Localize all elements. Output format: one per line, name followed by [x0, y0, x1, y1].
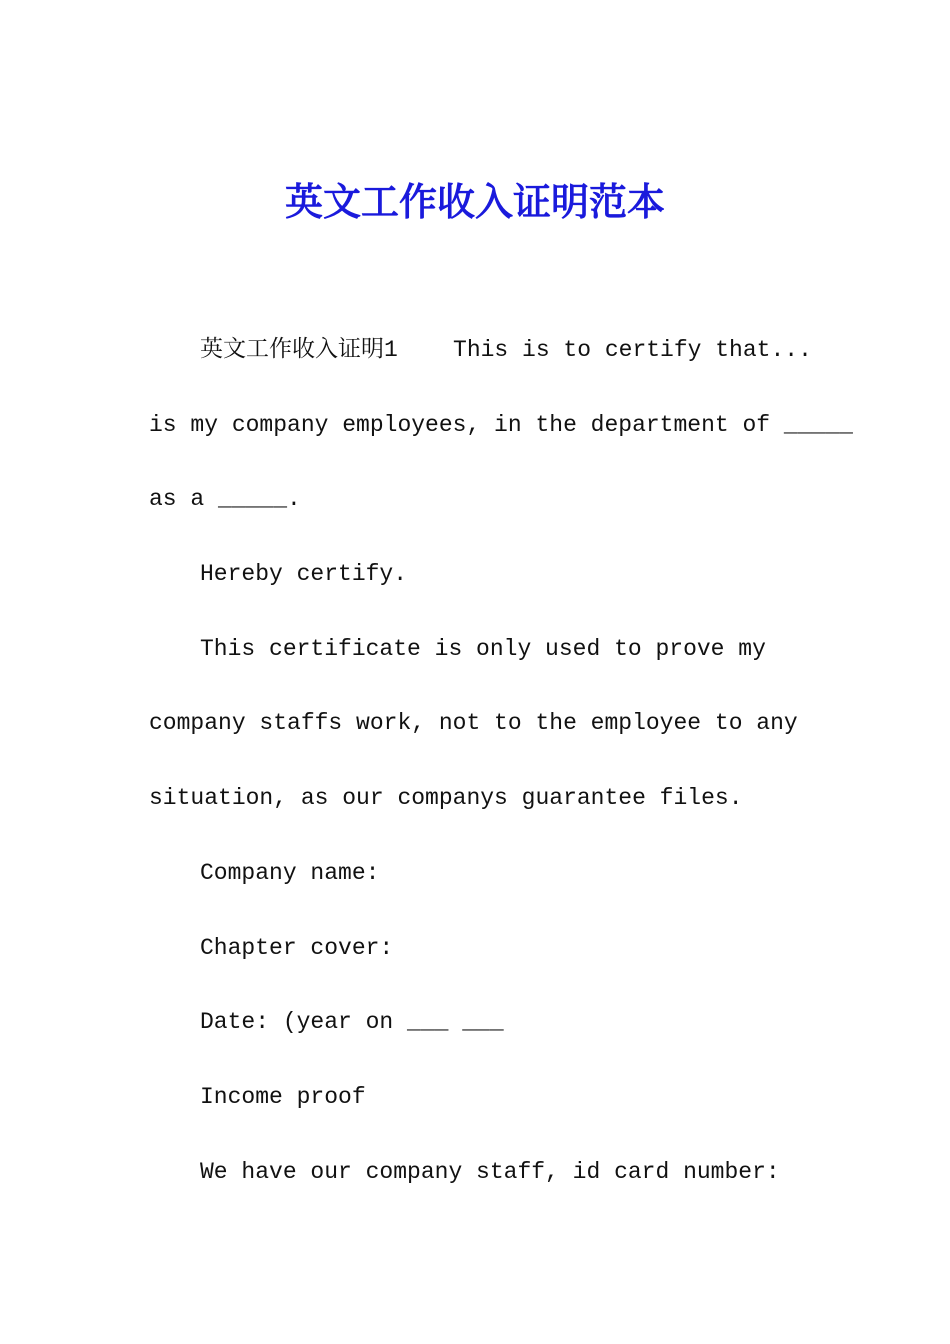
paragraph-line: 英文工作收入证明1 This is to certify that... [200, 337, 812, 363]
paragraph-line: Company name: [200, 859, 380, 886]
paragraph-line: Date: (year on ___ ___ [200, 1009, 504, 1036]
paragraph-line: is my company employees, in the department of _____ [149, 411, 853, 438]
paragraph-line: company staffs work, not to the employee to any [149, 710, 798, 737]
paragraph-line: Income proof [200, 1083, 366, 1110]
document-title: 英文工作收入证明范本 [284, 179, 665, 224]
paragraph-line: We have our company staff, id card number: [200, 1158, 780, 1185]
paragraph-line: Hereby certify. [200, 561, 408, 588]
document-body [149, 313, 853, 1209]
paragraph-line: situation, as our companys guarantee files. [149, 785, 743, 812]
paragraph-line: Chapter cover: [200, 934, 394, 961]
paragraph-line: This certificate is only used to prove my [200, 635, 766, 662]
paragraph-line: as a _____. [149, 486, 301, 513]
